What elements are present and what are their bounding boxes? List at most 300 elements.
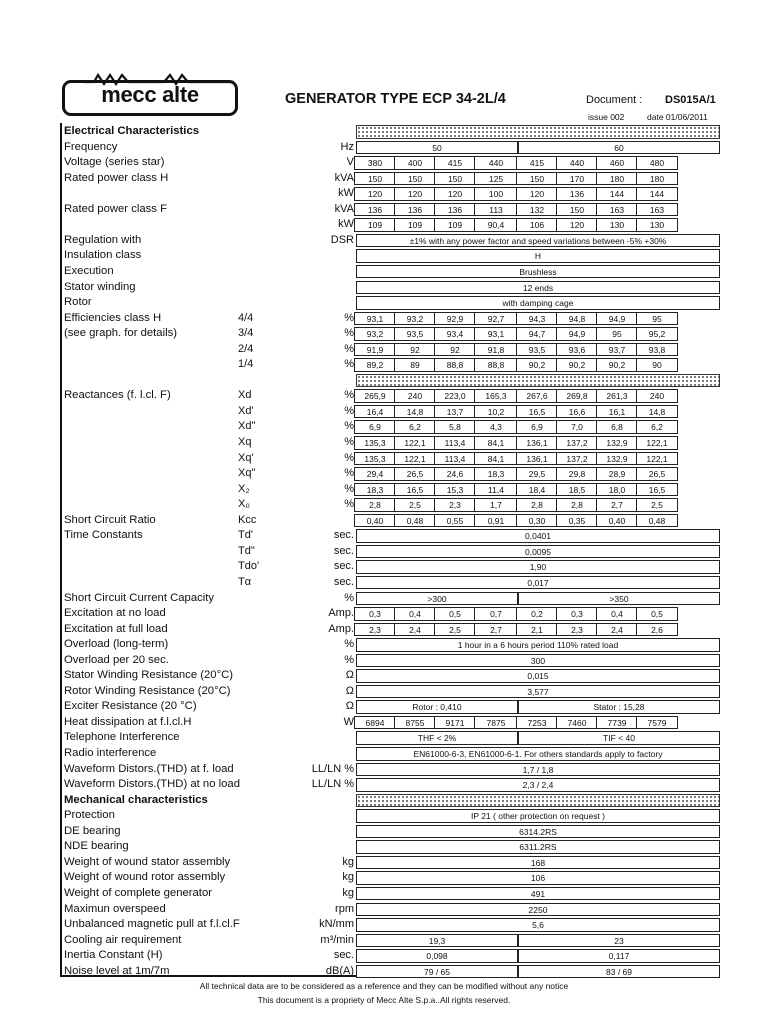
value-cell: 180 [636,172,678,186]
table-row [0,357,768,373]
value-cell: 29,4 [354,467,396,481]
value-cell: 265,9 [354,389,396,403]
table-row [0,902,768,918]
value-cell: 18,0 [596,483,638,497]
table-row [0,917,768,933]
value-cell: 223,0 [434,389,476,403]
row-unit: % [344,327,354,340]
value-cell: 109 [434,218,476,232]
value-cell: 2,5 [434,623,476,637]
span-cell: 0,015 [356,669,720,683]
value-cell: 18,5 [556,483,598,497]
row-unit: sec. [333,529,354,542]
row-unit: rpm [335,902,354,915]
value-cell: 94,9 [596,312,638,326]
value-cell: 88,8 [434,358,476,372]
span-cell: IP 21 ( other protection on request ) [356,809,720,823]
value-cell: 150 [516,172,558,186]
row-unit: sec. [333,949,354,962]
value-cell: 93,5 [516,343,558,357]
span-cell: 2,3 / 2,4 [356,778,720,792]
value-cell: 6,2 [636,420,678,434]
table-row [0,715,768,731]
table-row [0,591,768,607]
span-cell: 12 ends [356,281,720,295]
table-row [0,730,768,746]
table-row [0,326,768,342]
row-label: Short Circuit Ratio [64,513,156,526]
value-cell: 94,7 [516,327,558,341]
row-unit: % [344,467,354,480]
value-cell: 16,4 [354,405,396,419]
span-cell: 300 [356,654,720,668]
row-label: Waveform Distors.(THD) at f. load [64,762,234,775]
group-cell: 60 [518,141,720,155]
table-row [0,746,768,762]
value-cell: 120 [354,187,396,201]
row-symbol: Xd" [238,420,256,433]
value-cell: 440 [556,156,598,170]
row-unit: % [344,420,354,433]
span-cell: Brushless [356,265,720,279]
value-cell: 91,9 [354,343,396,357]
row-symbol: Xd' [238,404,254,417]
row-label: Short Circuit Current Capacity [64,591,215,604]
value-cell: 267,6 [516,389,558,403]
row-label: Frequency [64,140,118,153]
value-cell: 136 [434,203,476,217]
value-cell: 0,55 [434,514,476,528]
value-cell: 93,1 [474,327,518,341]
row-label: Cooling air requirement [64,933,182,946]
value-cell: 122,1 [636,436,678,450]
span-cell: 106 [356,871,720,885]
value-cell: 132 [516,203,558,217]
value-cell: 0,3 [354,607,396,621]
value-cell: 93,2 [354,327,396,341]
row-label: Rated power class H [64,171,169,184]
value-cell: 0,4 [596,607,638,621]
value-cell: 240 [394,389,436,403]
row-label: Stator Winding Resistance (20°C) [64,669,234,682]
value-cell: 94,9 [556,327,598,341]
row-unit: % [344,653,354,666]
group-cell: TIF < 40 [518,731,720,745]
table-row [0,777,768,793]
value-cell: 6,9 [354,420,396,434]
row-symbol: Xq' [238,451,254,464]
value-cell: 90 [636,358,678,372]
table-row [0,233,768,249]
mecc-alte-logo [62,72,242,118]
value-cell: 132,9 [596,436,638,450]
row-unit: Ω [345,700,354,713]
value-cell: 460 [596,156,638,170]
footer-copyright: This document is a propriety of Mecc Alte S.p.a..All rights reserved. [257,995,511,1005]
value-cell: 2,3 [556,623,598,637]
value-cell: 144 [636,187,678,201]
value-cell: 0,35 [556,514,598,528]
value-cell: 136 [354,203,396,217]
row-unit: % [344,311,354,324]
value-cell: 89 [394,358,436,372]
value-cell: 93,1 [354,312,396,326]
table-row [0,948,768,964]
row-symbol: 4/4 [238,311,254,324]
value-cell: 120 [516,187,558,201]
value-cell: 11,4 [474,483,518,497]
value-cell: 92 [394,343,436,357]
row-label: NDE bearing [64,840,129,853]
value-cell: 0,40 [354,514,396,528]
value-cell: 93,6 [556,343,598,357]
value-cell: 16,5 [516,405,558,419]
table-row [0,622,768,638]
row-label: Noise level at 1m/7m [64,964,170,977]
row-unit: % [344,591,354,604]
table-row [0,824,768,840]
value-cell: 93,2 [394,312,436,326]
table-row [0,870,768,886]
value-cell: 2,6 [636,623,678,637]
group-cell: 79 / 65 [356,965,518,979]
row-unit: sec. [333,575,354,588]
row-label: Stator winding [64,280,136,293]
value-cell: 24,6 [434,467,476,481]
value-cell: 0,3 [556,607,598,621]
table-row [0,435,768,451]
row-symbol: 1/4 [238,358,254,371]
row-label: Protection [64,809,115,822]
value-cell: 150 [434,172,476,186]
table-row [0,155,768,171]
row-unit: sec. [333,544,354,557]
table-row [0,482,768,498]
row-unit: sec. [333,560,354,573]
row-label: Weight of complete generator [64,886,212,899]
value-cell: 95 [596,327,638,341]
value-cell: 2,4 [596,623,638,637]
table-row [0,699,768,715]
row-unit: kg [342,855,354,868]
table-row [0,964,768,980]
table-row [0,544,768,560]
document-title: GENERATOR TYPE ECP 34-2L/4 [285,91,506,107]
value-cell: 6,2 [394,420,436,434]
value-cell: 100 [474,187,518,201]
row-unit: Hz [340,140,354,153]
row-label: DE bearing [64,824,121,837]
document-label: Document : [586,94,643,106]
value-cell: 29,8 [556,467,598,481]
value-cell: 122,1 [394,436,436,450]
span-cell: 1,7 / 1,8 [356,763,720,777]
span-cell: ±1% with any power factor and speed variations between -5% +30% [356,234,720,248]
row-label: Inertia Constant (H) [64,949,163,962]
row-symbol: Tdo' [238,560,260,573]
span-cell: 0,017 [356,576,720,590]
value-cell: 2,5 [394,498,436,512]
table-row [0,637,768,653]
value-cell: 132,9 [596,452,638,466]
span-cell: 168 [356,856,720,870]
value-cell: 135,3 [354,452,396,466]
row-symbol: 3/4 [238,327,254,340]
value-cell: 88,8 [474,358,518,372]
value-cell: 28,9 [596,467,638,481]
group-cell: 19,3 [356,934,518,948]
row-label: Rotor Winding Resistance (20°C) [64,684,231,697]
row-label: Regulation with [64,233,142,246]
row-label: Voltage (series star) [64,156,165,169]
value-cell: 136,1 [516,436,558,450]
row-symbol: Tα [238,575,252,588]
value-cell: 90,2 [516,358,558,372]
value-cell: 113 [474,203,518,217]
value-cell: 84,1 [474,452,518,466]
value-cell: 94,3 [516,312,558,326]
value-cell: 136 [556,187,598,201]
span-cell: 1 hour in a 6 hours period 110% rated load [356,638,720,652]
value-cell: 440 [474,156,518,170]
value-cell: 0,5 [434,607,476,621]
row-label: Excitation at no load [64,607,166,620]
row-label: Radio interference [64,747,157,759]
value-cell: 16,5 [394,483,436,497]
value-cell: 137,2 [556,436,598,450]
row-symbol: Xd [238,389,252,402]
footer-disclaimer: All technical data are to be considered as a reference and they can be modified without any notice [199,981,569,991]
value-cell: 5,8 [434,420,476,434]
row-unit: kW [338,187,354,200]
value-cell: 7,0 [556,420,598,434]
value-cell: 122,1 [636,452,678,466]
row-label: Excitation at full load [64,622,168,635]
row-label: Exciter Resistance (20 °C) [64,700,197,713]
value-cell: 135,3 [354,436,396,450]
row-label: (see graph. for details) [64,327,178,340]
table-row [0,264,768,280]
row-unit: % [344,482,354,495]
group-cell: 83 / 69 [518,965,720,979]
value-cell: 137,2 [556,452,598,466]
group-cell: 50 [356,141,518,155]
row-label: Heat dissipation at f.l.cl.H [64,715,192,728]
row-unit: Ω [345,669,354,682]
span-cell: with damping cage [356,296,720,310]
value-cell: 93,4 [434,327,476,341]
row-symbol: X₀ [238,498,250,511]
span-cell: 3,577 [356,685,720,699]
row-unit: m³/min [320,933,354,946]
table-row [0,171,768,187]
value-cell: 93,5 [394,327,436,341]
table-row [0,124,768,140]
value-cell: 84,1 [474,436,518,450]
value-cell: 120 [556,218,598,232]
row-label: Rotor [64,296,92,309]
span-cell: 0,0095 [356,545,720,559]
group-cell: >350 [518,592,720,606]
value-cell: 13,7 [434,405,476,419]
table-row [0,793,768,809]
span-cell: 6311.2RS [356,840,720,854]
value-cell: 109 [394,218,436,232]
row-unit: % [344,404,354,417]
table-row [0,855,768,871]
table-row [0,466,768,482]
value-cell: 91,8 [474,343,518,357]
row-label: Overload per 20 sec. [64,653,169,666]
table-row [0,513,768,529]
table-row [0,186,768,202]
row-label: Insulation class [64,249,142,262]
value-cell: 2,1 [516,623,558,637]
row-unit: DSR [330,233,354,246]
row-unit: % [344,436,354,448]
value-cell: 122,1 [394,452,436,466]
issue-number: issue 002 [588,112,625,122]
group-cell: 23 [518,934,720,948]
value-cell: 180 [596,172,638,186]
table-row [0,606,768,622]
row-unit: Ω [345,684,354,697]
value-cell: 0,5 [636,607,678,621]
value-cell: 0,48 [636,514,678,528]
row-symbol: X₂ [238,482,250,495]
table-row [0,886,768,902]
row-unit: % [344,389,354,402]
value-cell: 480 [636,156,678,170]
value-cell: 125 [474,172,518,186]
table-row [0,202,768,218]
table-row [0,808,768,824]
hatched-band [356,794,720,808]
table-row [0,668,768,684]
group-cell: Stator : 15,28 [518,700,720,714]
span-cell: H [356,249,720,263]
value-cell: 8755 [394,716,436,730]
value-cell: 14,8 [394,405,436,419]
value-cell: 16,1 [596,405,638,419]
row-symbol: 2/4 [238,342,254,355]
table-row [0,373,768,389]
table-row [0,342,768,358]
row-unit: kVA [334,202,354,215]
value-cell: 2,8 [354,498,396,512]
value-cell: 15,3 [434,483,476,497]
row-symbol: Xq" [238,467,256,480]
span-cell: 1,90 [356,560,720,574]
span-cell: 6314.2RS [356,825,720,839]
row-symbol: Td' [238,529,253,542]
value-cell: 269,8 [556,389,598,403]
value-cell: 93,7 [596,343,638,357]
value-cell: 7579 [636,716,678,730]
value-cell: 240 [636,389,678,403]
span-cell: 0,0401 [356,529,720,543]
row-unit: W [343,715,354,728]
group-cell: >300 [356,592,518,606]
value-cell: 2,5 [636,498,678,512]
table-row [0,762,768,778]
value-cell: 90,2 [596,358,638,372]
value-cell: 6,9 [516,420,558,434]
row-label: Efficiencies class H [64,311,162,324]
value-cell: 9171 [434,716,476,730]
group-cell: 0,117 [518,949,720,963]
row-label: Execution [64,264,114,277]
row-unit: % [344,451,354,464]
row-unit: LL/LN % [311,778,354,791]
value-cell: 7875 [474,716,518,730]
row-unit: kg [342,886,354,899]
row-label: Overload (long-term) [64,638,169,651]
row-label: Time Constants [64,529,143,542]
value-cell: 400 [394,156,436,170]
value-cell: 90,4 [474,218,518,232]
table-row [0,388,768,404]
value-cell: 109 [354,218,396,232]
table-row [0,404,768,420]
value-cell: 94,8 [556,312,598,326]
value-cell: 7460 [556,716,598,730]
value-cell: 10,2 [474,405,518,419]
value-cell: 95 [636,312,678,326]
value-cell: 380 [354,156,396,170]
value-cell: 130 [636,218,678,232]
value-cell: 4,3 [474,420,518,434]
value-cell: 29,5 [516,467,558,481]
table-row [0,248,768,264]
table-row [0,933,768,949]
value-cell: 120 [434,187,476,201]
row-symbol: Td" [238,544,255,557]
span-cell: EN61000-6-3, EN61000-6-1. For others standards apply to factory [356,747,720,761]
table-row [0,653,768,669]
row-unit: Amp. [328,622,354,635]
value-cell: 16,5 [636,483,678,497]
value-cell: 2,7 [474,623,518,637]
row-unit: kN/mm [319,918,354,931]
value-cell: 92 [434,343,476,357]
value-cell: 2,8 [516,498,558,512]
row-label: Electrical Characteristics [64,125,200,137]
value-cell: 1,7 [474,498,518,512]
value-cell: 261,3 [596,389,638,403]
value-cell: 113,4 [434,436,476,450]
value-cell: 136 [394,203,436,217]
value-cell: 130 [596,218,638,232]
value-cell: 415 [434,156,476,170]
value-cell: 16,6 [556,405,598,419]
table-row [0,451,768,467]
row-unit: kW [338,218,354,231]
value-cell: 106 [516,218,558,232]
row-label: Unbalanced magnetic pull at f.l.cl.F [64,918,240,931]
row-unit: kg [342,871,354,884]
table-row [0,528,768,544]
value-cell: 163 [596,203,638,217]
table-row [0,497,768,513]
row-unit: kVA [334,171,354,184]
row-unit: % [344,638,354,651]
value-cell: 92,9 [434,312,476,326]
table-row [0,559,768,575]
document-code: DS015A/1 [665,94,716,106]
hatched-band [356,374,720,388]
value-cell: 0,30 [516,514,558,528]
